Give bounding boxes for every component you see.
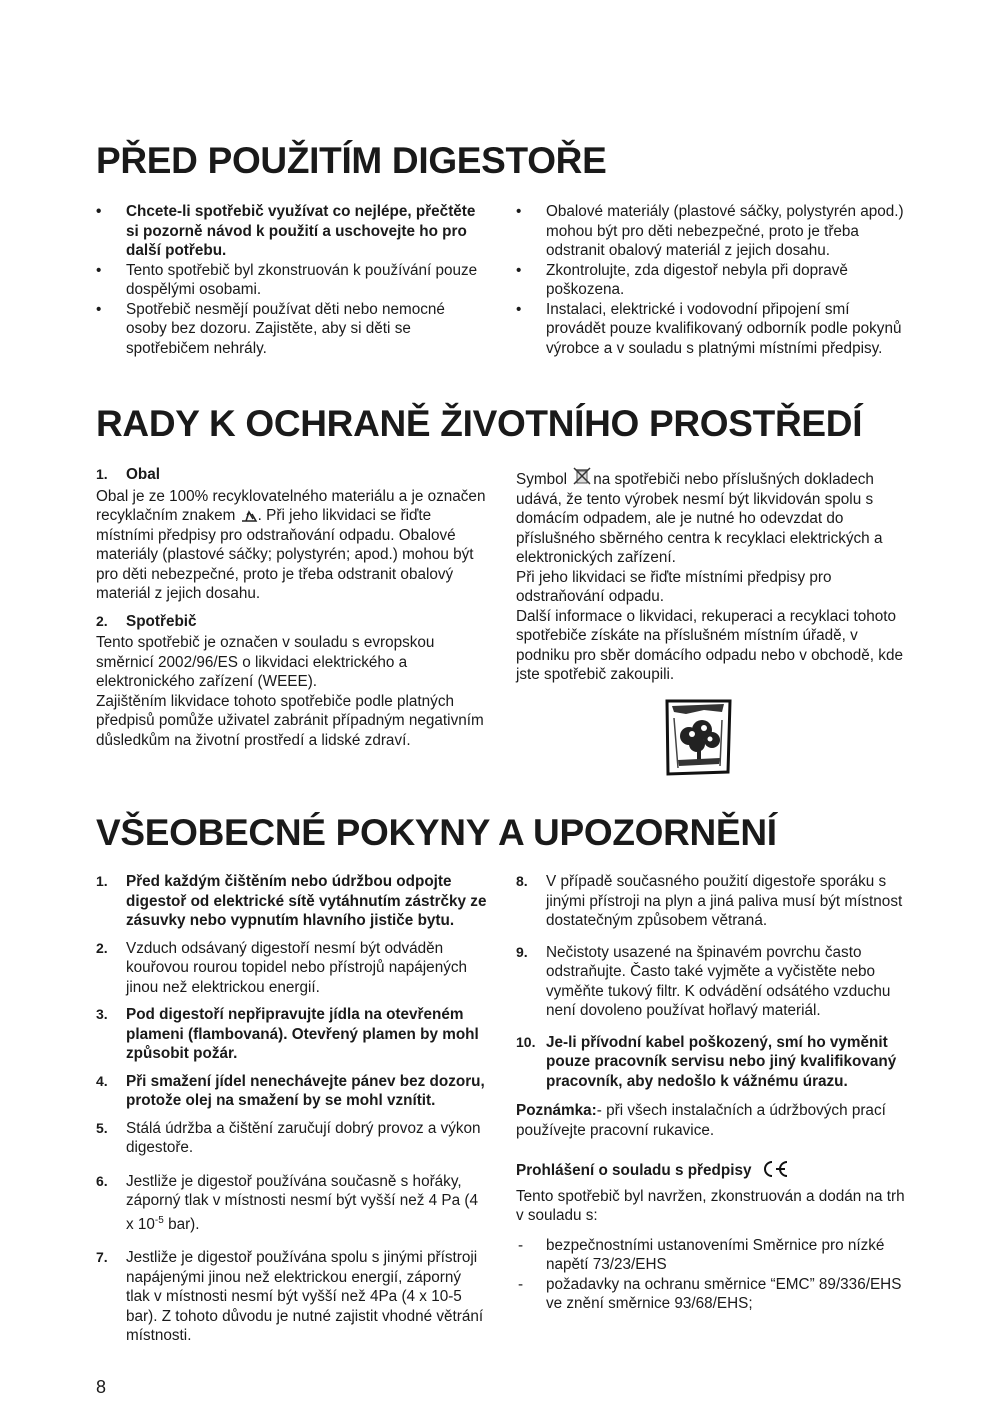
superscript: -5 xyxy=(154,1214,164,1226)
section-title-general-instructions: VŠEOBECNÉ POKYNY A UPOZORNĚNÍ xyxy=(96,812,777,853)
dash-item: - bezpečnostními ustanoveními Směrnice pro nízké napětí 73/23/EHS xyxy=(516,1236,911,1275)
recycle-icon xyxy=(240,509,258,523)
info-paragraph: Další informace o likvidaci, rekuperaci a recyklaci tohoto spotřebiče získáte na příslušném místním úřadě, v podniku pro sběr domácího odpadu nebo v obchodě, kde jste spotřebič zakoupili. xyxy=(516,607,903,683)
section2-right-column xyxy=(516,465,911,685)
numbered-item xyxy=(96,1248,488,1346)
bullet-item: • Obalové materiály (plastové sáčky, polystyrén apod.) mohou být pro děti nebezpečné, proto je třeba odstranit obalový materiál z jejich dosahu. xyxy=(516,202,911,261)
item-text: Nečistoty usazené na špinavém povrchu často odstraňujte. Často také vyjměte a vyčistěte nebo vyměňte tukový filtr. K odvádění odsátého vzduchu není dovoleno používat hořlavý materiál. xyxy=(546,943,891,1019)
declaration-heading xyxy=(516,1160,911,1181)
section3-right-column xyxy=(516,872,911,1314)
bullet-item: • Instalaci, elektrické i vodovodní připojení smí provádět pouze kvalifikovaný odborník podle pokynů výrobce a v souladu s platnými místními předpisy. xyxy=(516,300,911,359)
bullet-item: • Spotřebič nesmějí používat děti nebo nemocné osoby bez dozoru. Zajistěte, aby si děti se spotřebičem nehrály. xyxy=(96,300,488,359)
subheading-packaging xyxy=(96,465,488,485)
note-label: Poznámka: xyxy=(516,1102,597,1119)
section1-left-column xyxy=(96,202,488,358)
numbered-item xyxy=(96,1005,488,1064)
appliance-paragraph: Tento spotřebič je označen v souladu s evropskou směrnicí 2002/96/ES o likvidaci elektrického a elektronického zařízení (WEEE). xyxy=(96,634,435,690)
note-paragraph xyxy=(516,1101,911,1140)
numbered-item xyxy=(96,1119,488,1158)
item-number: 2. xyxy=(96,939,108,956)
dash-item: - požadavky na ochranu směrnice “EMC” 89/336/EHS ve znění směrnice 93/68/EHS; xyxy=(516,1275,911,1314)
item-number: 3. xyxy=(96,1006,108,1022)
appliance-paragraph: Zajištěním likvidace tohoto spotřebiče podle platných předpisů pomůže uživatel zabránit případným negativním důsledkům na životní prostředí a lidské zdraví. xyxy=(96,692,484,749)
paragraph-text: Symbol xyxy=(516,471,568,488)
item-text: Jestliže je digestoř používána současně s hořáky, záporný tlak v místnosti nesmí být vyšší než 4 Pa (4 x 10 xyxy=(126,1172,478,1233)
weee-paragraph xyxy=(516,465,911,568)
subheading-label: Spotřebič xyxy=(126,612,197,630)
subheading-appliance xyxy=(96,612,488,632)
section-title-before-use: PŘED POUŽITÍM DIGESTOŘE xyxy=(96,140,607,181)
eco-tree-logo xyxy=(664,698,734,776)
item-text: Vzduch odsávaný digestoří nesmí být odváděn kouřovou rourou topidel nebo přístrojů napájených jinou než elektrickou energií. xyxy=(126,939,468,996)
item-number: 1. xyxy=(96,873,108,889)
declaration-title: Prohlášení o souladu s předpisy xyxy=(516,1162,752,1179)
numbered-item xyxy=(96,1172,488,1235)
numbered-item xyxy=(516,943,911,1021)
packaging-paragraph xyxy=(96,487,488,604)
numbered-item xyxy=(96,939,488,998)
item-text: Stálá údržba a čištění zaručují dobrý provoz a výkon digestoře. xyxy=(126,1119,481,1156)
item-number: 7. xyxy=(96,1249,108,1266)
bullet-item: • Zkontrolujte, zda digestoř nebyla při dopravě poškozena. xyxy=(516,261,911,300)
numbered-item xyxy=(516,1033,911,1092)
item-text: Je-li přívodní kabel poškozený, smí ho vyměnit pouze pracovník servisu nebo jiný kvalifikovaný pracovník, aby nedošlo k vážnému úrazu. xyxy=(546,1033,897,1090)
numbered-item xyxy=(96,1072,488,1111)
bullet-item: • Tento spotřebič byl zkonstruován k používání pouze dospělými osobami. xyxy=(96,261,488,300)
disposal-paragraph: Při jeho likvidaci se řiďte místními předpisy pro odstraňování odpadu. xyxy=(516,568,832,605)
item-text: Jestliže je digestoř používána spolu s jinými přístroji napájenými jinou než elektrickou energií, záporný tlak v místnosti nesmí být vyšší než 4Pa (4 x 10-5 bar). Z tohoto důvodu je nutné zajistit vhodné větrání místnosti. xyxy=(126,1249,484,1345)
item-number: 5. xyxy=(96,1119,108,1136)
section2-left-column xyxy=(96,465,488,750)
crossed-bin-icon xyxy=(571,465,593,487)
section3-left-column xyxy=(96,872,488,1354)
item-number: 1. xyxy=(96,466,108,482)
item-text: Před každým čištěním nebo údržbou odpojte digestoř od elektrické sítě vytáhnutím zástrčky ze zásuvky nebo vypnutím hlavního jističe bytu. xyxy=(126,873,487,929)
item-text: bar). xyxy=(163,1215,200,1233)
item-number: 6. xyxy=(96,1172,108,1189)
item-text: V případě současného použití digestoře sporáku s jinými přístroji na plyn a jiná paliva musí být místnost dostatečným způsobem větraná. xyxy=(546,873,903,929)
numbered-item xyxy=(516,872,911,931)
item-number: 10. xyxy=(516,1033,536,1050)
page-number: 8 xyxy=(96,1377,107,1397)
bullet-item: • Chcete-li spotřebič využívat co nejlépe, přečtěte si pozorně návod k použití a uschovejte ho pro další potřebu. xyxy=(96,202,488,261)
item-number: 9. xyxy=(516,943,528,960)
section-title-environment: RADY K OCHRANĚ ŽIVOTNÍHO PROSTŘEDÍ xyxy=(96,403,863,444)
note-text: - při všech instalačních a údržbových prací používejte pracovní rukavice. xyxy=(516,1102,886,1139)
item-text: Pod digestoří nepřipravujte jídla na otevřeném plameni (flambovaná). Otevřený plamen by mohl způsobit požár. xyxy=(126,1006,479,1062)
declaration-paragraph: Tento spotřebič byl navržen, zkonstruován a dodán na trh v souladu s: xyxy=(516,1187,905,1224)
paragraph-text: Obal je ze 100% recyklovatelného materiálu a je označen recyklačním znakem xyxy=(96,487,486,524)
paragraph-text: na spotřebiči nebo příslušných dokladech udává, že tento výrobek nesmí být likvidován spolu s domácím odpadem, ale je nutné ho odevzdat do příslušného sběrného centra k recyklaci elektrických a elektronických zařízení. xyxy=(516,471,883,566)
item-number: 8. xyxy=(516,873,528,889)
item-number: 4. xyxy=(96,1072,108,1089)
ce-mark-icon xyxy=(760,1160,790,1178)
subheading-label: Obal xyxy=(126,466,160,483)
item-number: 2. xyxy=(96,612,108,629)
item-text: Při smažení jídel nenechávejte pánev bez dozoru, protože olej na smažení by se mohl vznítit. xyxy=(126,1072,485,1109)
section1-right-column xyxy=(516,202,911,358)
numbered-item xyxy=(96,872,488,931)
paragraph-text: . Při jeho likvidaci se řiďte místními předpisy pro odstraňování odpadu. Obalové materiály (plastové sáčky; polystyrén; apod.) mohou být pro děti nebezpečné, proto je třeba odstranit obalový materiál z jejich dosahu. xyxy=(96,507,474,602)
